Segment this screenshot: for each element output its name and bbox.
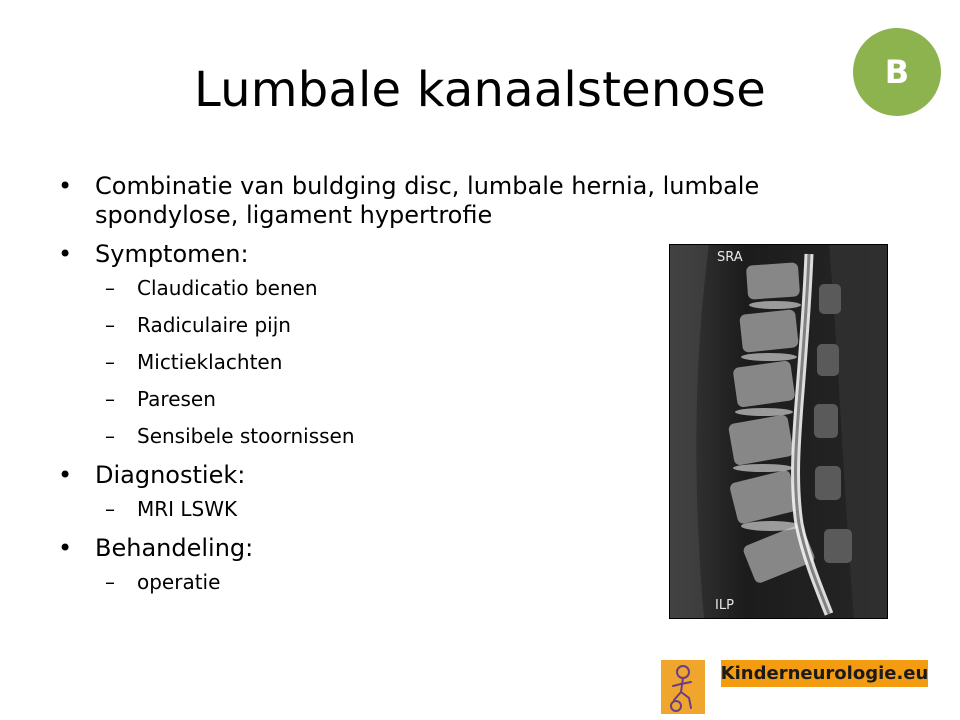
mri-illustration	[669, 244, 888, 619]
bullet-text: • Behandeling:	[95, 534, 254, 562]
mri-spine-image	[669, 244, 888, 619]
bullet-text: • Symptomen:	[95, 240, 249, 268]
dash-marker: –	[105, 276, 115, 300]
dash-marker: –	[105, 350, 115, 374]
sub-text: operatie	[137, 570, 221, 594]
dash-marker: –	[105, 387, 115, 411]
section-badge	[853, 28, 941, 116]
logo-icon	[661, 660, 705, 714]
sub-text: Radiculaire pijn	[137, 313, 291, 337]
slide-title: Lumbale kanaalstenose	[194, 62, 766, 118]
bullet-text: • Diagnostiek:	[95, 461, 246, 489]
sub-text: Paresen	[137, 387, 216, 411]
sub-text: Mictieklachten	[137, 350, 283, 374]
dash-marker: –	[105, 570, 115, 594]
sub-text: Sensibele stoornissen	[137, 424, 355, 448]
mri-orientation-bottom: ILP	[715, 598, 734, 613]
logo-figure-icon	[661, 660, 705, 714]
bullet-text: • Combinatie van buldging disc, lumbale hernia, lumbale spondylose, ligament hypertrofie	[95, 172, 760, 229]
site-logo-text[interactable]	[721, 660, 928, 687]
dash-marker: –	[105, 313, 115, 337]
logo-label: Kinderneurologie.eu	[720, 663, 929, 684]
dash-marker: –	[105, 497, 115, 521]
mri-orientation-top: SRA	[717, 250, 743, 265]
dash-marker: –	[105, 424, 115, 448]
sub-text: Claudicatio benen	[137, 276, 318, 300]
badge-letter: B	[884, 53, 910, 91]
sub-text: MRI LSWK	[137, 497, 238, 521]
bullet-item	[58, 172, 908, 230]
